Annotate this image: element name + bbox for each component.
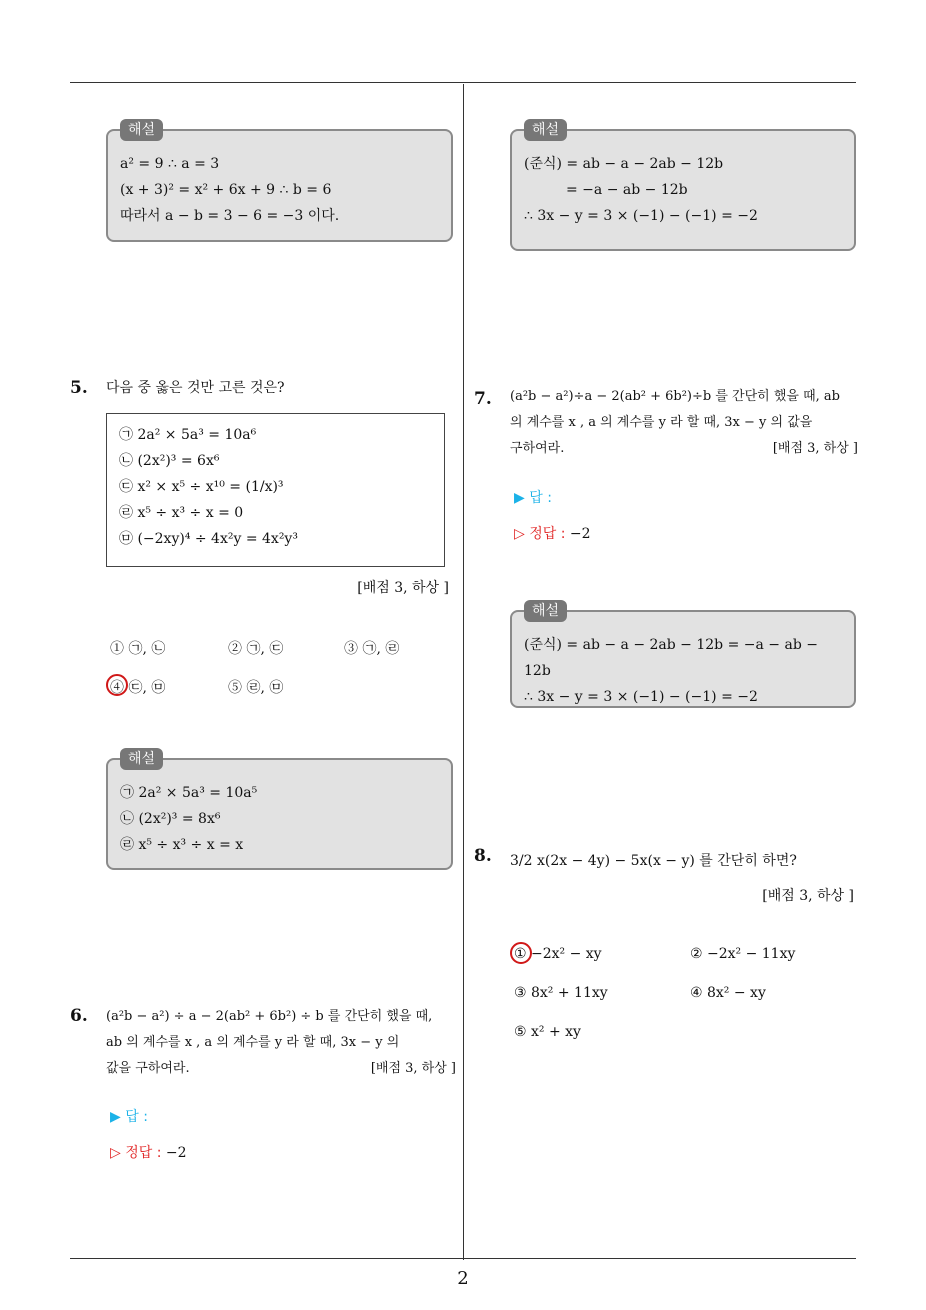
solution-tag: 해설 — [120, 119, 163, 141]
answer-option[interactable]: ③ ㉠, ㉣ — [344, 641, 400, 657]
answer-option[interactable]: ⑤ ㉣, ㉤ — [228, 680, 284, 696]
statement-item: ㉠ 2a² × 5a³ = 10a⁶ — [119, 427, 257, 443]
selected-answer-circle — [106, 674, 128, 696]
solution-line: 따라서 a − b = 3 − 6 = −3 이다. — [120, 208, 340, 224]
answer-option[interactable]: ④ ㉢, ㉤ — [110, 680, 166, 696]
statement-box — [106, 413, 445, 567]
score-label: [배점 3, 하상 ] — [357, 580, 449, 596]
solution-tag: 해설 — [120, 748, 163, 770]
page-number: 2 — [457, 1268, 469, 1289]
top-rule — [70, 82, 856, 83]
statement-item: ㉤ (−2xy)⁴ ÷ 4x²y = 4x²y³ — [119, 531, 298, 547]
correct-answer-value: −2 — [569, 526, 591, 542]
solution-line: ∴ 3x − y = 3 × (−1) − (−1) = −2 — [524, 689, 758, 705]
answer-option[interactable]: ③ 8x² + 11xy — [514, 985, 608, 1001]
question-number: 8. — [474, 846, 492, 866]
question-number: 5. — [70, 378, 88, 398]
solution-line: ㉡ (2x²)³ = 8x⁶ — [120, 811, 221, 827]
question-line: (a²b − a²)÷a − 2(ab² + 6b²)÷b 를 간단히 했을 때, ab — [510, 389, 840, 404]
bottom-rule — [70, 1258, 856, 1259]
question-number: 6. — [70, 1006, 88, 1026]
column-divider — [463, 84, 464, 1260]
solution-line: = −a − ab − 12b — [566, 182, 688, 198]
question-text — [510, 384, 858, 462]
question-line: ab 의 계수를 x , a 의 계수를 y 라 할 때, 3x − y 의 — [106, 1035, 400, 1050]
solution-line: (준식) = ab − a − 2ab − 12b = −a − ab − 12b — [524, 637, 818, 679]
solution-line: ㉣ x⁵ ÷ x³ ÷ x = x — [120, 837, 244, 853]
correct-answer-row — [110, 1142, 187, 1162]
statement-item: ㉡ (2x²)³ = 6x⁶ — [119, 453, 220, 469]
answer-option[interactable]: ① −2x² − xy — [514, 946, 602, 962]
solution-tag: 해설 — [524, 600, 567, 622]
answer-label: ▶ 답 : — [110, 1109, 148, 1125]
statement-item: ㉣ x⁵ ÷ x³ ÷ x = 0 — [119, 505, 244, 521]
solution-line: ㉠ 2a² × 5a³ = 10a⁵ — [120, 785, 258, 801]
correct-answer-label: ▷ 정답 : — [110, 1145, 162, 1161]
answer-option[interactable]: ② −2x² − 11xy — [690, 946, 796, 962]
answer-option[interactable]: ① ㉠, ㉡ — [110, 641, 166, 657]
question-text: 3/2 x(2x − 4y) − 5x(x − y) 를 간단히 하면? — [510, 853, 797, 869]
solution-line: a² = 9 ∴ a = 3 — [120, 156, 220, 172]
score-label: [배점 3, 하상 ] — [772, 441, 858, 456]
correct-answer-value: −2 — [165, 1145, 187, 1161]
solution-line: (x + 3)² = x² + 6x + 9 ∴ b = 6 — [120, 182, 332, 198]
answer-option[interactable]: ② ㉠, ㉢ — [228, 641, 284, 657]
question-number: 7. — [474, 389, 492, 409]
score-label: [배점 3, 하상 ] — [762, 888, 854, 904]
question-text: 다음 중 옳은 것만 고른 것은? — [106, 380, 285, 396]
answer-option[interactable]: ⑤ x² + xy — [514, 1024, 581, 1040]
solution-box-q4 — [106, 122, 453, 242]
solution-tag: 해설 — [524, 119, 567, 141]
correct-answer-label: ▷ 정답 : — [514, 526, 566, 542]
question-line: 의 계수를 x , a 의 계수를 y 라 할 때, 3x − y 의 값을 — [510, 415, 813, 430]
correct-answer-row — [514, 523, 591, 543]
selected-answer-circle — [510, 942, 532, 964]
solution-box-q6 — [510, 122, 856, 251]
statement-item: ㉢ x² × x⁵ ÷ x¹⁰ = (1/x)³ — [119, 479, 284, 495]
question-line: 구하여라. — [510, 441, 565, 456]
question-line: (a²b − a²) ÷ a − 2(ab² + 6b²) ÷ b 를 간단히 했을 때, — [106, 1009, 433, 1024]
answer-option[interactable]: ④ 8x² − xy — [690, 985, 766, 1001]
solution-line: ∴ 3x − y = 3 × (−1) − (−1) = −2 — [524, 208, 758, 224]
solution-line: (준식) = ab − a − 2ab − 12b — [524, 156, 724, 172]
question-line: 값을 구하여라. — [106, 1061, 190, 1076]
solution-box-q7 — [510, 603, 856, 708]
answer-label: ▶ 답 : — [514, 490, 552, 506]
solution-box-q5 — [106, 751, 453, 870]
question-text — [106, 1004, 456, 1082]
score-label: [배점 3, 하상 ] — [370, 1061, 456, 1076]
